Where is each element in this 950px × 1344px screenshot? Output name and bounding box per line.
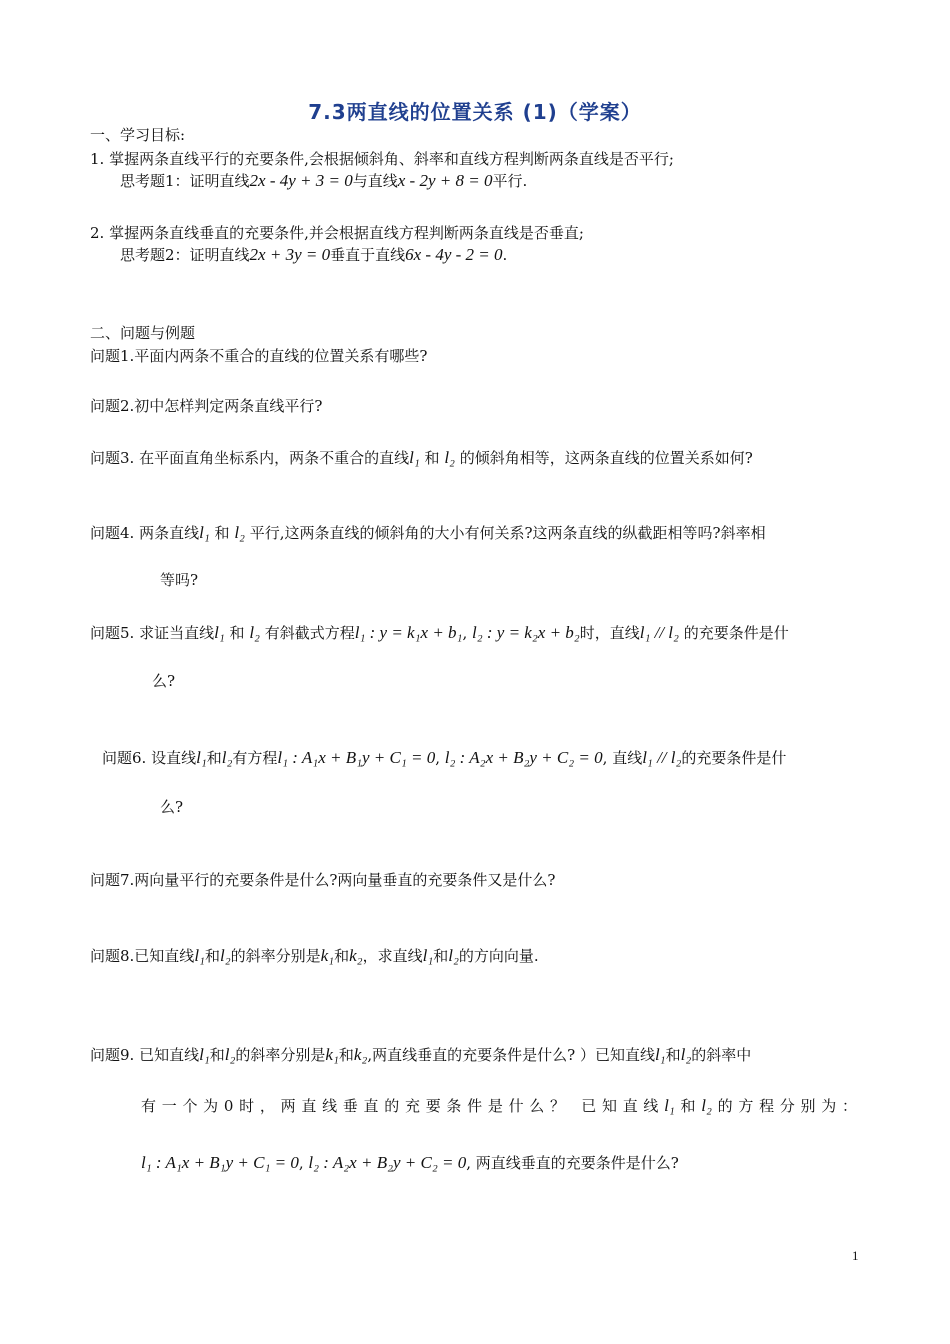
goal-2: 2. 掌握两条直线垂直的充要条件,并会根据直线方程判断两条直线是否垂直; (90, 224, 584, 242)
equation: x - 2y + 8 = 0 (397, 171, 493, 190)
think-question-2: 思考题2：证明直线2x + 3y = 0垂直于直线6x - 4y - 2 = 0. (120, 245, 508, 264)
question-3: 问题3. 在平面直角坐标系内，两条不重合的直线l₁ 和 l₂ 的倾斜角相等，这两条直线的位置关系如何? (90, 448, 753, 467)
question-7: 问题7.两向量平行的充要条件是什么?两向量垂直的充要条件又是什么? (90, 871, 556, 889)
section-heading-goals: 一、学习目标: (90, 126, 186, 144)
question-4: 问题4. 两条直线l₁ 和 l₂ 平行,这两条直线的倾斜角的大小有何关系?这两条直线的纵截距相等吗?斜率相 (90, 523, 766, 542)
question-5: 问题5. 求证当直线l₁ 和 l₂ 有斜截式方程l₁ : y = k₁x + b₁, l₂ : y = k₂x + b₂时，直线l₁ // l₂ 的充要条件是什 (90, 623, 789, 642)
question-6: 问题6. 设直线l₁和l₂有方程l₁ : A₁x + B₁y + C₁ = 0, l₂ : A₂x + B₂y + C₂ = 0, 直线l₁ // l₂的充要条件是什 (102, 748, 787, 767)
question-5-cont: 么? (152, 672, 176, 690)
section-heading-questions: 二、问题与例题 (90, 324, 196, 342)
question-2: 问题2.初中怎样判定两条直线平行? (90, 397, 323, 415)
question-9-line-2: 有一个为0时，两直线垂直的充要条件是什么？ 已知直线l₁和l₂的方程分别为： (141, 1096, 857, 1115)
page-number: 1 (852, 1248, 859, 1263)
question-1: 问题1.平面内两条不重合的直线的位置关系有哪些? (90, 347, 428, 365)
think-question-1: 思考题1：证明直线2x - 4y + 3 = 0与直线x - 2y + 8 = 0平行. (120, 171, 528, 190)
equation: 2x - 4y + 3 = 0 (249, 171, 353, 190)
question-9-line-3: l₁ : A₁x + B₁y + C₁ = 0, l₂ : A₂x + B₂y + C₂ = 0, 两直线垂直的充要条件是什么? (141, 1153, 679, 1172)
question-8: 问题8.已知直线l₁和l₂的斜率分别是k₁和k₂，求直线l₁和l₂的方向向量. (90, 946, 539, 965)
equation: 6x - 4y - 2 = 0 (405, 245, 503, 264)
question-9: 问题9. 已知直线l₁和l₂的斜率分别是k₁和k₂,两直线垂直的充要条件是什么? ）已知直线l₁和l₂的斜率中 (90, 1045, 752, 1064)
question-4-cont: 等吗? (160, 571, 199, 589)
page-title: 7.3两直线的位置关系 (1)（学案） (308, 100, 642, 124)
goal-1: 1. 掌握两条直线平行的充要条件,会根据倾斜角、斜率和直线方程判断两条直线是否平行; (90, 150, 674, 168)
equation: 2x + 3y = 0 (249, 245, 331, 264)
question-6-cont: 么? (160, 798, 184, 816)
